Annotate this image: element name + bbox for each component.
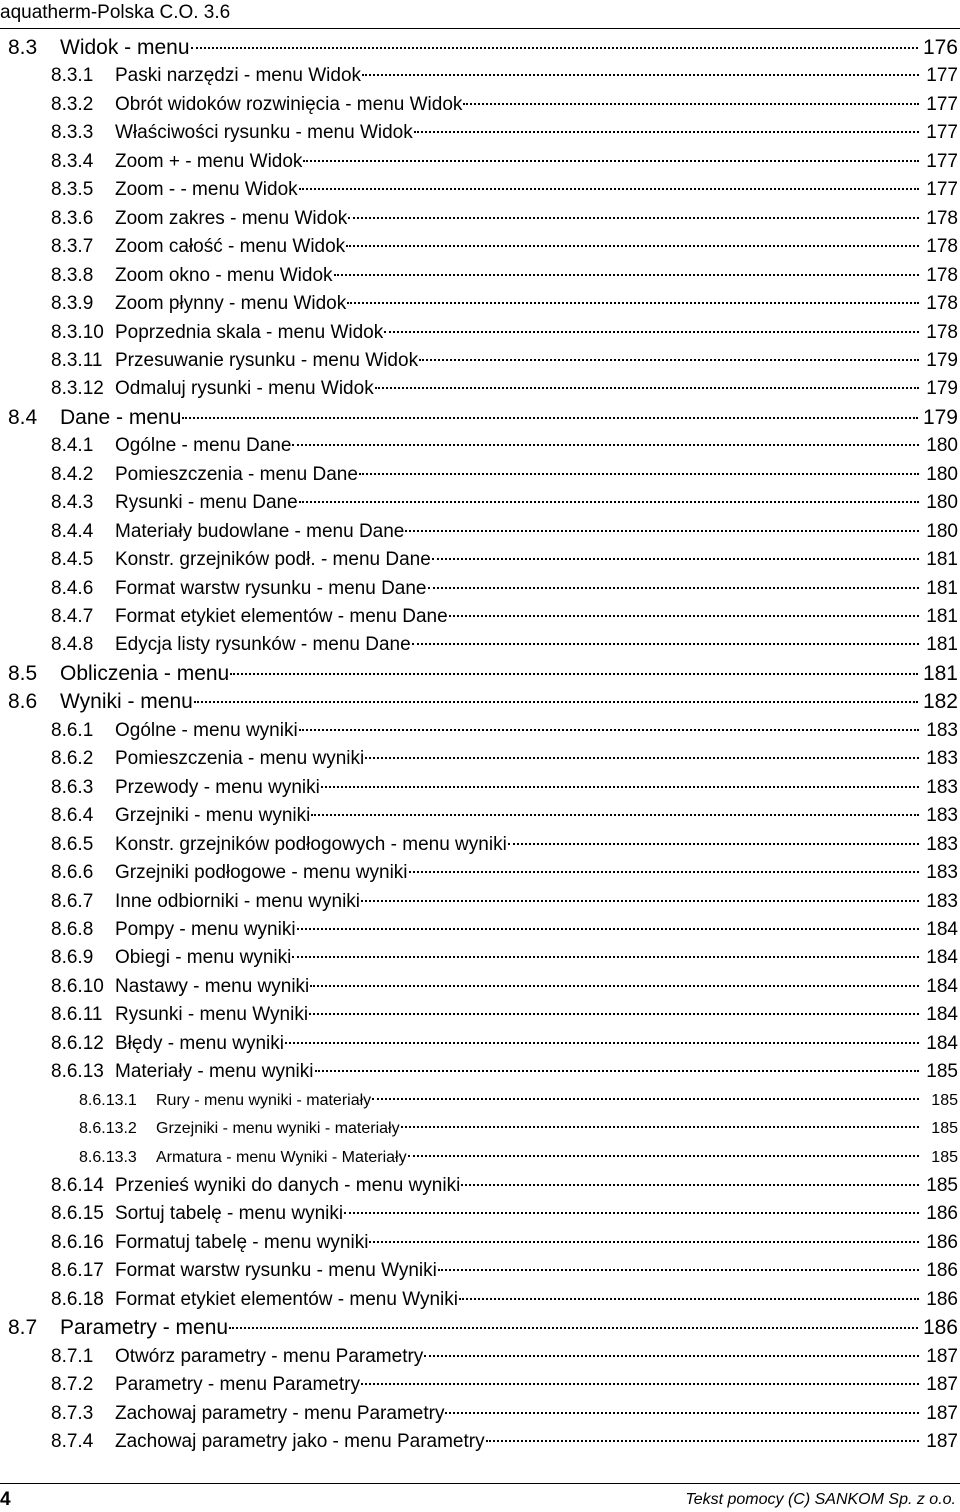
toc-entry-page: 178	[926, 207, 958, 229]
toc-entry-page: 186	[922, 1316, 958, 1340]
toc-entry-number: 8.6.5	[51, 833, 94, 855]
toc-entry[interactable]	[51, 1172, 958, 1200]
toc-dot-leader	[299, 501, 919, 503]
toc-dot-leader	[409, 871, 919, 873]
toc-entry[interactable]	[51, 717, 958, 745]
toc-entry-page: 180	[926, 435, 958, 457]
toc-entry-title: Parametry - menu	[60, 1316, 229, 1340]
toc-dot-leader	[191, 47, 918, 49]
toc-entry-page: 181	[922, 661, 958, 685]
toc-entry-page: 185	[931, 1148, 958, 1166]
toc-entry[interactable]	[51, 1030, 958, 1058]
toc-entry-page: 179	[922, 405, 958, 429]
toc-entry[interactable]	[51, 774, 958, 802]
toc-dot-leader	[486, 1440, 919, 1442]
toc-entry-title: Format etykiet elementów - menu Dane	[115, 606, 448, 627]
toc-entry-number: 8.3	[8, 36, 38, 59]
toc-dot-leader	[299, 188, 919, 190]
toc-entry[interactable]	[51, 575, 958, 603]
toc-entry-page: 183	[926, 833, 958, 855]
toc-entry[interactable]	[51, 745, 958, 773]
toc-entry-number: 8.7	[8, 1316, 38, 1340]
toc-entry[interactable]	[51, 1286, 958, 1314]
toc-entry[interactable]	[51, 461, 958, 489]
toc-entry-title: Rysunki - menu Wyniki	[115, 1004, 309, 1026]
toc-entry-title: Poprzednia skala - menu Widok	[115, 321, 384, 343]
toc-entry-title: Materiały - menu wyniki	[115, 1061, 314, 1083]
toc-dot-leader	[292, 956, 919, 958]
toc-dot-leader	[297, 928, 919, 930]
toc-entry-title: Zoom - - menu Widok	[115, 179, 298, 201]
toc-entry-title: Zoom + - menu Widok	[115, 150, 303, 172]
toc-entry-title: Dane - menu	[60, 405, 182, 429]
toc-entry[interactable]	[51, 1343, 958, 1371]
footer-page-number: 4	[0, 1489, 11, 1510]
toc-entry[interactable]	[51, 916, 958, 944]
toc-dot-leader	[361, 900, 919, 902]
toc-entry-title: Format warstw rysunku - menu Dane	[115, 577, 427, 599]
header-rule	[0, 28, 960, 29]
toc-entry[interactable]	[51, 1371, 958, 1399]
toc-entry-number: 8.6.14	[51, 1175, 104, 1196]
toc-entry-page: 181	[926, 606, 958, 627]
toc-entry[interactable]	[51, 631, 958, 659]
toc-dot-leader	[419, 359, 919, 361]
toc-entry-page: 180	[926, 520, 958, 542]
footer-rule	[0, 1483, 960, 1484]
toc-dot-leader	[369, 1241, 919, 1243]
toc-entry-page: 183	[926, 748, 958, 770]
toc-entry-page: 186	[926, 1231, 958, 1253]
toc-dot-leader	[182, 417, 918, 419]
toc-dot-leader	[344, 1212, 919, 1214]
toc-dot-leader	[303, 160, 919, 162]
toc-entry-title: Pomieszczenia - menu wyniki	[115, 748, 365, 770]
toc-entry-number: 8.6	[8, 690, 38, 714]
toc-entry-number: 8.6.13.1	[79, 1091, 137, 1109]
toc-entry-number: 8.6.4	[51, 805, 94, 827]
toc-entry-title: Zachowaj parametry - menu Parametry	[115, 1402, 445, 1424]
toc-entry-number: 8.6.9	[51, 947, 94, 969]
toc-entry-page: 184	[926, 1032, 958, 1054]
toc-dot-leader	[414, 131, 919, 133]
toc-entry[interactable]	[51, 148, 958, 176]
toc-entry-number: 8.3.1	[51, 65, 94, 87]
toc-dot-leader	[334, 274, 919, 276]
toc-entry-page: 185	[926, 1061, 958, 1083]
toc-entry-title: Zachowaj parametry jako - menu Parametry	[115, 1431, 485, 1453]
toc-entry-title: Otwórz parametry - menu Parametry	[115, 1345, 424, 1367]
toc-entry-title: Konstr. grzejników podłogowych - menu wyniki	[115, 833, 507, 855]
toc-entry[interactable]	[51, 1400, 958, 1428]
toc-dot-leader	[461, 1184, 919, 1186]
toc-entry-number: 8.4.2	[51, 463, 94, 485]
toc-entry-page: 184	[926, 947, 958, 969]
toc-entry-title: Grzejniki podłogowe - menu wyniki	[115, 862, 408, 884]
toc-entry[interactable]	[51, 489, 958, 517]
toc-entry-title: Ogólne - menu Dane	[115, 435, 292, 457]
toc-dot-leader	[438, 1269, 919, 1271]
toc-dot-leader	[309, 1013, 919, 1015]
toc-entry[interactable]	[51, 262, 958, 290]
toc-entry-page: 185	[931, 1091, 958, 1109]
toc-entry-title: Przewody - menu wyniki	[115, 776, 320, 798]
toc-entry-number: 8.3.2	[51, 93, 94, 115]
toc-dot-leader	[299, 729, 919, 731]
toc-dot-leader	[285, 1042, 919, 1044]
toc-dot-leader	[428, 587, 920, 589]
toc-dot-leader	[405, 530, 919, 532]
toc-entry-title: Inne odbiorniki - menu wyniki	[115, 890, 361, 912]
toc-entry-page: 177	[926, 93, 958, 115]
toc-entry-number: 8.7.1	[51, 1345, 94, 1367]
toc-entry[interactable]	[51, 91, 958, 119]
toc-entry-number: 8.6.15	[51, 1203, 104, 1225]
toc-entry-number: 8.4.8	[51, 634, 94, 656]
toc-entry-page: 185	[926, 1175, 958, 1196]
toc-entry-number: 8.3.8	[51, 264, 94, 286]
toc-entry-page: 187	[926, 1345, 958, 1367]
toc-entry-page: 181	[926, 549, 958, 571]
toc-dot-leader	[229, 1327, 918, 1329]
toc-dot-leader	[445, 1412, 919, 1414]
toc-entry-title: Grzejniki - menu wyniki	[115, 805, 311, 827]
toc-entry-page: 176	[922, 36, 958, 59]
toc-dot-leader	[361, 1383, 919, 1385]
toc-entry-number: 8.7.3	[51, 1402, 94, 1424]
toc-entry[interactable]	[51, 233, 958, 261]
toc-entry-number: 8.6.3	[51, 776, 94, 798]
toc-entry-number: 8.4.6	[51, 577, 94, 599]
toc-entry[interactable]	[8, 34, 958, 62]
toc-entry-title: Ogólne - menu wyniki	[115, 719, 298, 741]
toc-dot-leader	[463, 103, 919, 105]
toc-entry[interactable]	[51, 1200, 958, 1228]
toc-entry-number: 8.4.4	[51, 520, 94, 542]
toc-entry[interactable]	[51, 432, 958, 460]
toc-entry-page: 183	[926, 862, 958, 884]
toc-entry-title: Edycja listy rysunków - menu Dane	[115, 634, 411, 656]
toc-entry-number: 8.3.12	[51, 378, 104, 400]
toc-entry-number: 8.6.11	[51, 1004, 103, 1026]
toc-dot-leader	[321, 786, 919, 788]
toc-entry-number: 8.7.2	[51, 1374, 94, 1396]
toc-entry-title: Widok - menu	[60, 36, 190, 59]
toc-entry-number: 8.6.2	[51, 748, 94, 770]
toc-entry-number: 8.6.1	[51, 719, 94, 741]
toc-entry-title: Format warstw rysunku - menu Wyniki	[115, 1260, 437, 1282]
toc-entry[interactable]	[51, 888, 958, 916]
toc-entry-title: Obrót widoków rozwinięcia - menu Widok	[115, 93, 463, 115]
toc-entry-page: 184	[926, 1004, 958, 1026]
toc-entry-title: Grzejniki - menu wyniki - materiały	[156, 1120, 400, 1138]
toc-dot-leader	[315, 1070, 920, 1072]
toc-entry-page: 181	[926, 634, 958, 656]
toc-entry[interactable]	[79, 1087, 958, 1115]
toc-entry[interactable]	[51, 973, 958, 1001]
toc-entry-number: 8.7.4	[51, 1431, 94, 1453]
toc-dot-leader	[375, 387, 919, 389]
toc-entry-number: 8.6.18	[51, 1288, 104, 1310]
toc-entry-page: 178	[926, 264, 958, 286]
toc-entry[interactable]	[51, 1229, 958, 1257]
toc-entry-number: 8.3.11	[51, 349, 103, 371]
toc-entry-number: 8.3.3	[51, 122, 94, 144]
toc-entry-number: 8.3.7	[51, 236, 94, 258]
toc-entry-number: 8.6.6	[51, 862, 94, 884]
toc-entry[interactable]	[51, 802, 958, 830]
toc-entry-number: 8.5	[8, 661, 38, 685]
toc-entry-page: 183	[926, 719, 958, 741]
toc-entry[interactable]	[51, 205, 958, 233]
toc-entry-page: 180	[926, 492, 958, 514]
toc-entry-page: 179	[926, 378, 958, 400]
toc-entry[interactable]	[51, 831, 958, 859]
toc-entry-number: 8.6.13.3	[79, 1148, 137, 1166]
toc-entry-title: Pomieszczenia - menu Dane	[115, 463, 358, 485]
toc-entry[interactable]	[51, 176, 958, 204]
toc-entry-title: Przesuwanie rysunku - menu Widok	[115, 349, 419, 371]
toc-entry-title: Paski narzędzi - menu Widok	[115, 65, 362, 87]
toc-entry-page: 178	[926, 236, 958, 258]
toc-dot-leader	[310, 985, 919, 987]
toc-entry-number: 8.4.3	[51, 492, 94, 514]
toc-entry[interactable]	[8, 404, 958, 432]
table-of-contents	[0, 34, 960, 1474]
toc-dot-leader	[424, 1355, 919, 1357]
toc-dot-leader	[372, 1098, 919, 1100]
toc-entry-title: Właściwości rysunku - menu Widok	[115, 122, 413, 144]
toc-dot-leader	[348, 217, 919, 219]
toc-entry[interactable]	[51, 518, 958, 546]
toc-entry-title: Rysunki - menu Dane	[115, 492, 298, 514]
toc-entry-page: 178	[926, 321, 958, 343]
toc-dot-leader	[401, 1126, 919, 1128]
toc-entry-number: 8.4.5	[51, 549, 94, 571]
footer-copyright: Tekst pomocy (C) SANKOM Sp. z o.o.	[685, 1491, 956, 1508]
toc-entry-title: Armatura - menu Wyniki - Materiały	[156, 1148, 407, 1166]
toc-dot-leader	[408, 1155, 919, 1157]
toc-entry-number: 8.6.7	[51, 890, 94, 912]
toc-entry-title: Formatuj tabelę - menu wyniki	[115, 1231, 369, 1253]
toc-entry-title: Przenieś wyniki do danych - menu wyniki	[115, 1175, 461, 1196]
toc-entry-title: Parametry - menu Parametry	[115, 1374, 360, 1396]
toc-entry-page: 177	[926, 65, 958, 87]
toc-entry-page: 179	[926, 349, 958, 371]
toc-entry-page: 183	[926, 805, 958, 827]
toc-entry[interactable]	[51, 1257, 958, 1285]
toc-entry-page: 184	[926, 918, 958, 940]
toc-entry-number: 8.3.4	[51, 150, 94, 172]
toc-entry-page: 186	[926, 1260, 958, 1282]
toc-dot-leader	[362, 74, 919, 76]
toc-entry-number: 8.4	[8, 405, 38, 429]
toc-entry-title: Zoom zakres - menu Widok	[115, 207, 348, 229]
toc-entry-page: 184	[926, 975, 958, 997]
toc-entry[interactable]	[79, 1144, 958, 1172]
toc-dot-leader	[292, 444, 919, 446]
toc-entry-page: 187	[926, 1431, 958, 1453]
toc-entry-page: 185	[931, 1120, 958, 1138]
toc-entry-title: Nastawy - menu wyniki	[115, 975, 310, 997]
toc-entry[interactable]	[51, 944, 958, 972]
toc-entry-number: 8.4.1	[51, 435, 94, 457]
toc-entry-title: Zoom całość - menu Widok	[115, 236, 346, 258]
toc-dot-leader	[365, 757, 919, 759]
toc-dot-leader	[311, 814, 919, 816]
toc-entry-title: Błędy - menu wyniki	[115, 1032, 284, 1054]
toc-entry-title: Pompy - menu wyniki	[115, 918, 296, 940]
toc-entry[interactable]	[51, 319, 958, 347]
toc-entry-title: Materiały budowlane - menu Dane	[115, 520, 405, 542]
toc-entry[interactable]	[79, 1115, 958, 1143]
toc-entry[interactable]	[51, 1001, 958, 1029]
toc-entry-page: 177	[926, 150, 958, 172]
toc-entry-page: 187	[926, 1402, 958, 1424]
toc-entry[interactable]	[51, 603, 958, 631]
toc-entry-number: 8.3.6	[51, 207, 94, 229]
toc-dot-leader	[432, 558, 919, 560]
toc-entry[interactable]	[51, 859, 958, 887]
toc-entry-title: Rury - menu wyniki - materiały	[156, 1091, 372, 1109]
toc-entry-title: Zoom płynny - menu Widok	[115, 293, 347, 315]
toc-entry-page: 182	[922, 690, 958, 714]
toc-entry-page: 186	[926, 1288, 958, 1310]
toc-entry-number: 8.6.17	[51, 1260, 104, 1282]
toc-entry-page: 181	[926, 577, 958, 599]
toc-entry-page: 186	[926, 1203, 958, 1225]
toc-entry-number: 8.3.9	[51, 293, 94, 315]
toc-entry-number: 8.6.10	[51, 975, 104, 997]
toc-dot-leader	[347, 302, 919, 304]
toc-dot-leader	[508, 843, 919, 845]
toc-entry-number: 8.3.10	[51, 321, 104, 343]
toc-entry-number: 8.6.16	[51, 1231, 104, 1253]
toc-entry-page: 183	[926, 776, 958, 798]
toc-entry-number: 8.4.7	[51, 606, 94, 627]
toc-entry[interactable]	[51, 347, 958, 375]
toc-entry[interactable]	[8, 660, 958, 688]
toc-entry-page: 183	[926, 890, 958, 912]
toc-entry-title: Odmaluj rysunki - menu Widok	[115, 378, 374, 400]
toc-entry[interactable]	[51, 1428, 958, 1456]
toc-dot-leader	[412, 643, 919, 645]
document-header-title: aquatherm-Polska C.O. 3.6	[0, 2, 231, 23]
toc-entry-title: Wyniki - menu	[60, 690, 193, 714]
toc-entry[interactable]	[51, 290, 958, 318]
toc-entry-page: 177	[926, 122, 958, 144]
toc-entry-title: Obiegi - menu wyniki	[115, 947, 292, 969]
toc-dot-leader	[346, 245, 919, 247]
toc-dot-leader	[194, 701, 918, 703]
toc-entry-page: 180	[926, 463, 958, 485]
toc-entry-page: 178	[926, 293, 958, 315]
toc-entry[interactable]	[51, 62, 958, 90]
toc-entry-title: Obliczenia - menu	[60, 661, 230, 685]
toc-dot-leader	[449, 615, 919, 617]
toc-entry-page: 187	[926, 1374, 958, 1396]
toc-dot-leader	[384, 331, 919, 333]
toc-entry-number: 8.6.13	[51, 1061, 104, 1083]
toc-entry-title: Konstr. grzejników podł. - menu Dane	[115, 549, 431, 571]
toc-entry[interactable]	[51, 119, 958, 147]
toc-entry-number: 8.6.12	[51, 1032, 104, 1054]
toc-entry[interactable]	[8, 1314, 958, 1342]
toc-entry-title: Zoom okno - menu Widok	[115, 264, 333, 286]
toc-entry-number: 8.6.13.2	[79, 1120, 137, 1138]
toc-entry[interactable]	[8, 688, 958, 716]
toc-entry[interactable]	[51, 546, 958, 574]
toc-entry-title: Sortuj tabelę - menu wyniki	[115, 1203, 344, 1225]
toc-dot-leader	[359, 473, 919, 475]
toc-entry[interactable]	[51, 375, 958, 403]
toc-entry-number: 8.3.5	[51, 179, 94, 201]
toc-dot-leader	[459, 1298, 919, 1300]
toc-dot-leader	[230, 673, 918, 675]
toc-entry[interactable]	[51, 1058, 958, 1086]
toc-entry-title: Format etykiet elementów - menu Wyniki	[115, 1288, 458, 1310]
toc-entry-number: 8.6.8	[51, 918, 94, 940]
toc-entry-page: 177	[926, 179, 958, 201]
